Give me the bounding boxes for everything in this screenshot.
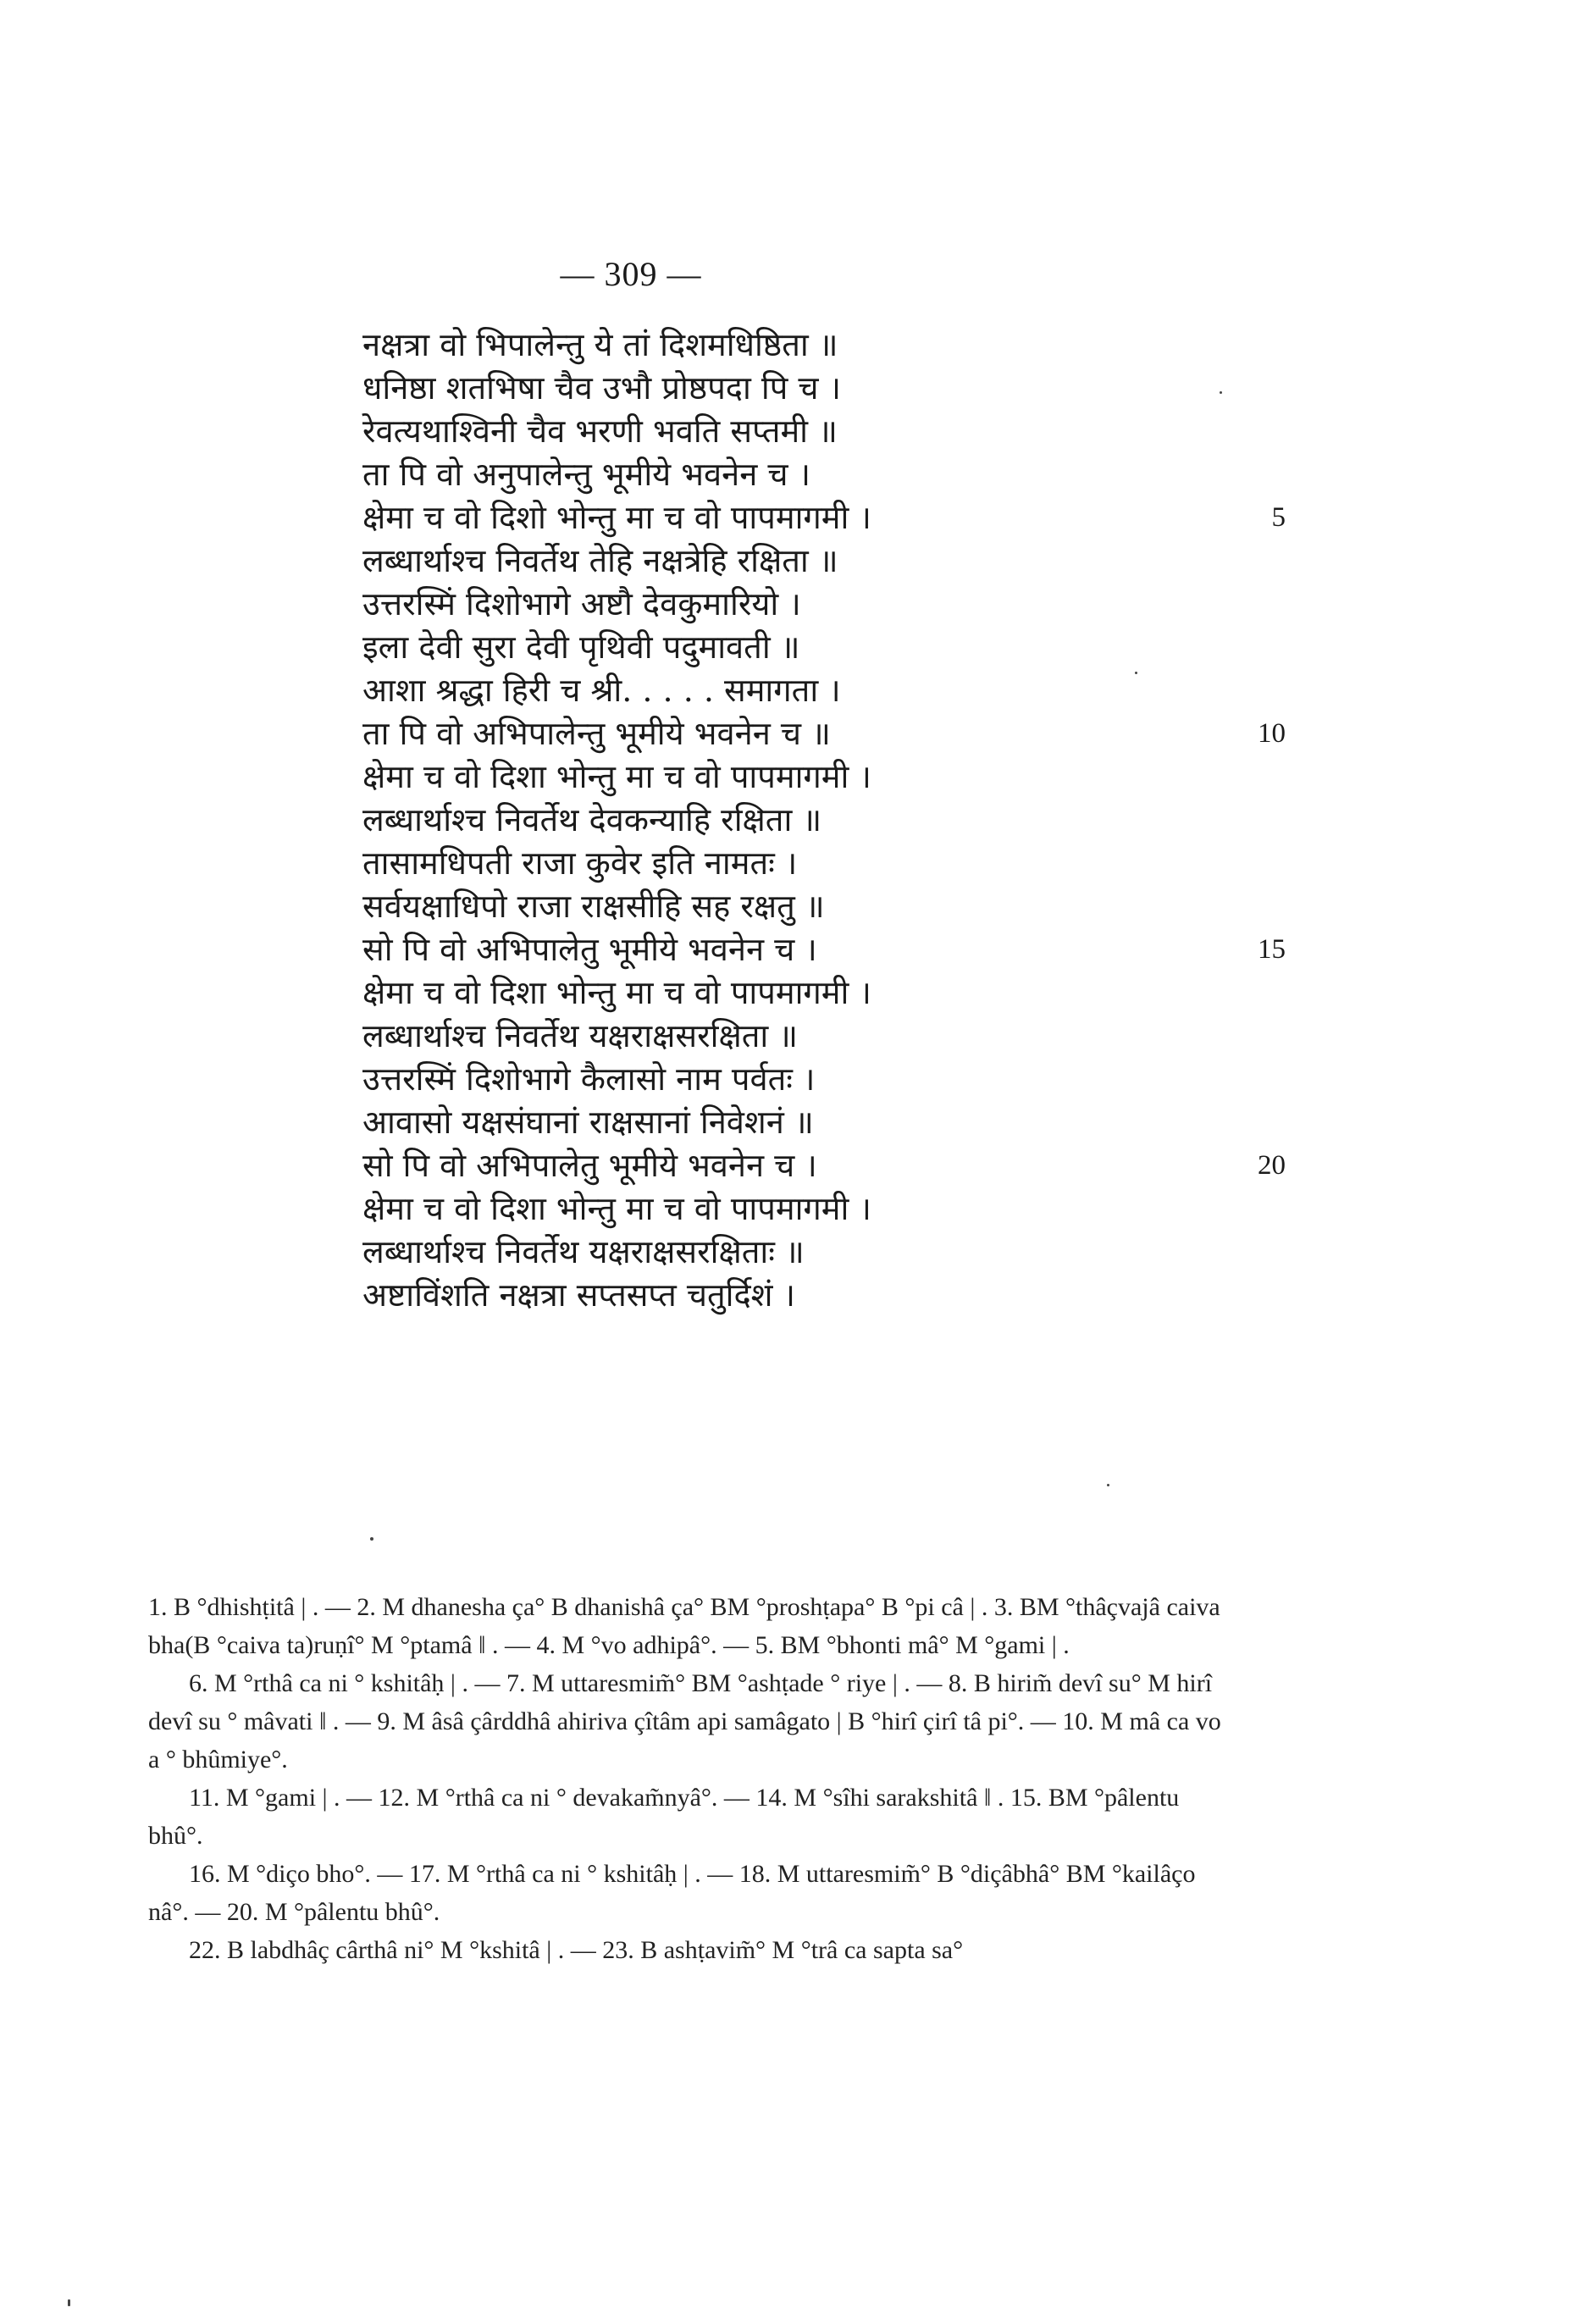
scan-speck [1220,391,1222,394]
verse-line [362,755,1294,799]
verse-text-span: क्षेमा च वो दिशा भोन्तु मा च वो पापमागमी । [362,974,871,1011]
verse-line [362,971,1294,1015]
verse-line [362,712,1294,755]
verse-line [362,1231,1294,1274]
verse-text-span: तासामधिपती राजा कुवेर इति नामतः । [362,844,798,882]
verse-text-span: लब्धार्थाश्च निवर्तेथ यक्षराक्षसरक्षिताः ॥ [362,1233,805,1270]
verse-line [362,324,1294,367]
line-number: 20 [1258,1150,1286,1181]
verse-text-span: सर्वयक्षाधिपो राजा राक्षसीहि सह रक्षतु ॥ [362,888,825,925]
scan-speck [68,2299,70,2306]
verse-text-span: रेवत्यथाश्विनी चैव भरणी भवति सप्तमी ॥ [362,412,838,450]
verse-line [362,1144,1294,1187]
verse-text-span: सो पि वो अभिपालेतु भूमीये भवनेन च । [362,1147,817,1184]
verse-text-span: सो पि वो अभिपालेतु भूमीये भवनेन च । [362,931,817,968]
line-number: 15 [1258,934,1286,965]
verse-text-span: क्षेमा च वो दिशा भोन्तु मा च वो पापमागमी । [362,758,871,795]
verse-text-span: उत्तरस्मिं दिशोभागे अष्टौ देवकुमारियो । [362,585,801,622]
verse-text-span: इला देवी सुरा देवी पृथिवी पदुमावती ॥ [362,628,800,666]
scan-speck [370,1537,373,1541]
verse-line [362,799,1294,842]
footnote: 16. M °diço bho°. — 17. M °rthâ ca ni ° kshitâḥ | . — 18. M uttaresmim̃° B °diçâbhâ° BM °kailâço nâ°. — 20. M °pâlentu bhû°. [148,1860,1196,1926]
line-number: 5 [1271,502,1286,533]
verse-line [362,453,1294,496]
page-number: — 309 — [560,255,702,293]
footnote: 11. M °gami | . — 12. M °rthâ ca ni ° devakam̃nyâ°. — 14. M °sîhi sarakshitâ ‖ . 15. BM °pâlentu bhû°. [148,1784,1180,1850]
verse-line [362,1101,1294,1144]
line-number: 10 [1258,718,1286,749]
footnotes [148,1588,1232,1969]
verse-line [362,583,1294,626]
verse-line [362,626,1294,669]
verse-line [362,410,1294,453]
verse-text-span: क्षेमा च वो दिशा भोन्तु मा च वो पापमागमी । [362,1190,871,1227]
scan-speck [1135,672,1137,674]
verse-text-span: आशा श्रद्धा हिरी च श्री. . . . . समागता । [362,672,841,709]
verse-line [362,367,1294,410]
scan-speck [1107,1484,1109,1486]
footnote: 22. B labdhâç cârthâ ni° M °kshitâ | . — 23. B ashṭavim̃° M °trâ ca sapta sa° [189,1936,964,1964]
verse-line [362,928,1294,971]
verse-text-span: ता पि वो अभिपालेन्तु भूमीये भवनेन च ॥ [362,715,831,752]
verse-text-span: क्षेमा च वो दिशो भोन्तु मा च वो पापमागमी । [362,499,871,536]
verse-line [362,1015,1294,1058]
verse-text-span: अष्टाविंशति नक्षत्रा सप्तसप्त चतुर्दिशं । [362,1276,796,1314]
footnote: 6. M °rthâ ca ni ° kshitâḥ | . — 7. M uttaresmim̃° BM °ashṭade ° riye | . — 8. B hirim̃ devî su° M hirî devî su ° mâvati ‖ . — 9. M âsâ çârddhâ ahiriva çîtâm api samâgato | B °hirî çirî tâ pi°. — 10. M mâ ca vo a ° bhûmiye°. [148,1669,1221,1773]
verse-text-span: लब्धार्थाश्च निवर्तेथ यक्षराक्षसरक्षिता ॥ [362,1017,799,1054]
verse-line [362,885,1294,928]
verse-line [362,1274,1294,1317]
verse-line [362,842,1294,885]
verse-text-span: लब्धार्थाश्च निवर्तेथ तेहि नक्षत्रेहि रक्षिता ॥ [362,542,838,579]
verse-text-span: लब्धार्थाश्च निवर्तेथ देवकन्याहि रक्षिता ॥ [362,801,822,838]
verse-line [362,540,1294,583]
verse-line [362,1058,1294,1101]
verse-line [362,496,1294,540]
verse-text-span: धनिष्ठा शतभिषा चैव उभौ प्रोष्ठपदा पि च । [362,369,841,407]
verse-text-span: नक्षत्रा वो भिपालेन्तु ये तां दिशमधिष्ठिता ॥ [362,326,838,363]
verse-line [362,1187,1294,1231]
verse-text-span: आवासो यक्षसंघानां राक्षसानां निवेशनं ॥ [362,1104,814,1141]
verse-text-span: ता पि वो अनुपालेन्तु भूमीये भवनेन च । [362,456,811,493]
verse-text [362,324,1294,1317]
footnote: 1. B °dhishṭitâ | . — 2. M dhanesha ça° B dhanishâ ça° BM °proshṭapa° B °pi câ | . 3. BM °thâçvajâ caiva bha(B °caiva ta)ruṇî° M °ptamâ ‖ . — 4. M °vo adhipâ°. — 5. BM °bhonti mâ° M °gami | . [148,1593,1220,1659]
verse-text-span: उत्तरस्मिं दिशोभागे कैलासो नाम पर्वतः । [362,1060,816,1098]
verse-line [362,669,1294,712]
